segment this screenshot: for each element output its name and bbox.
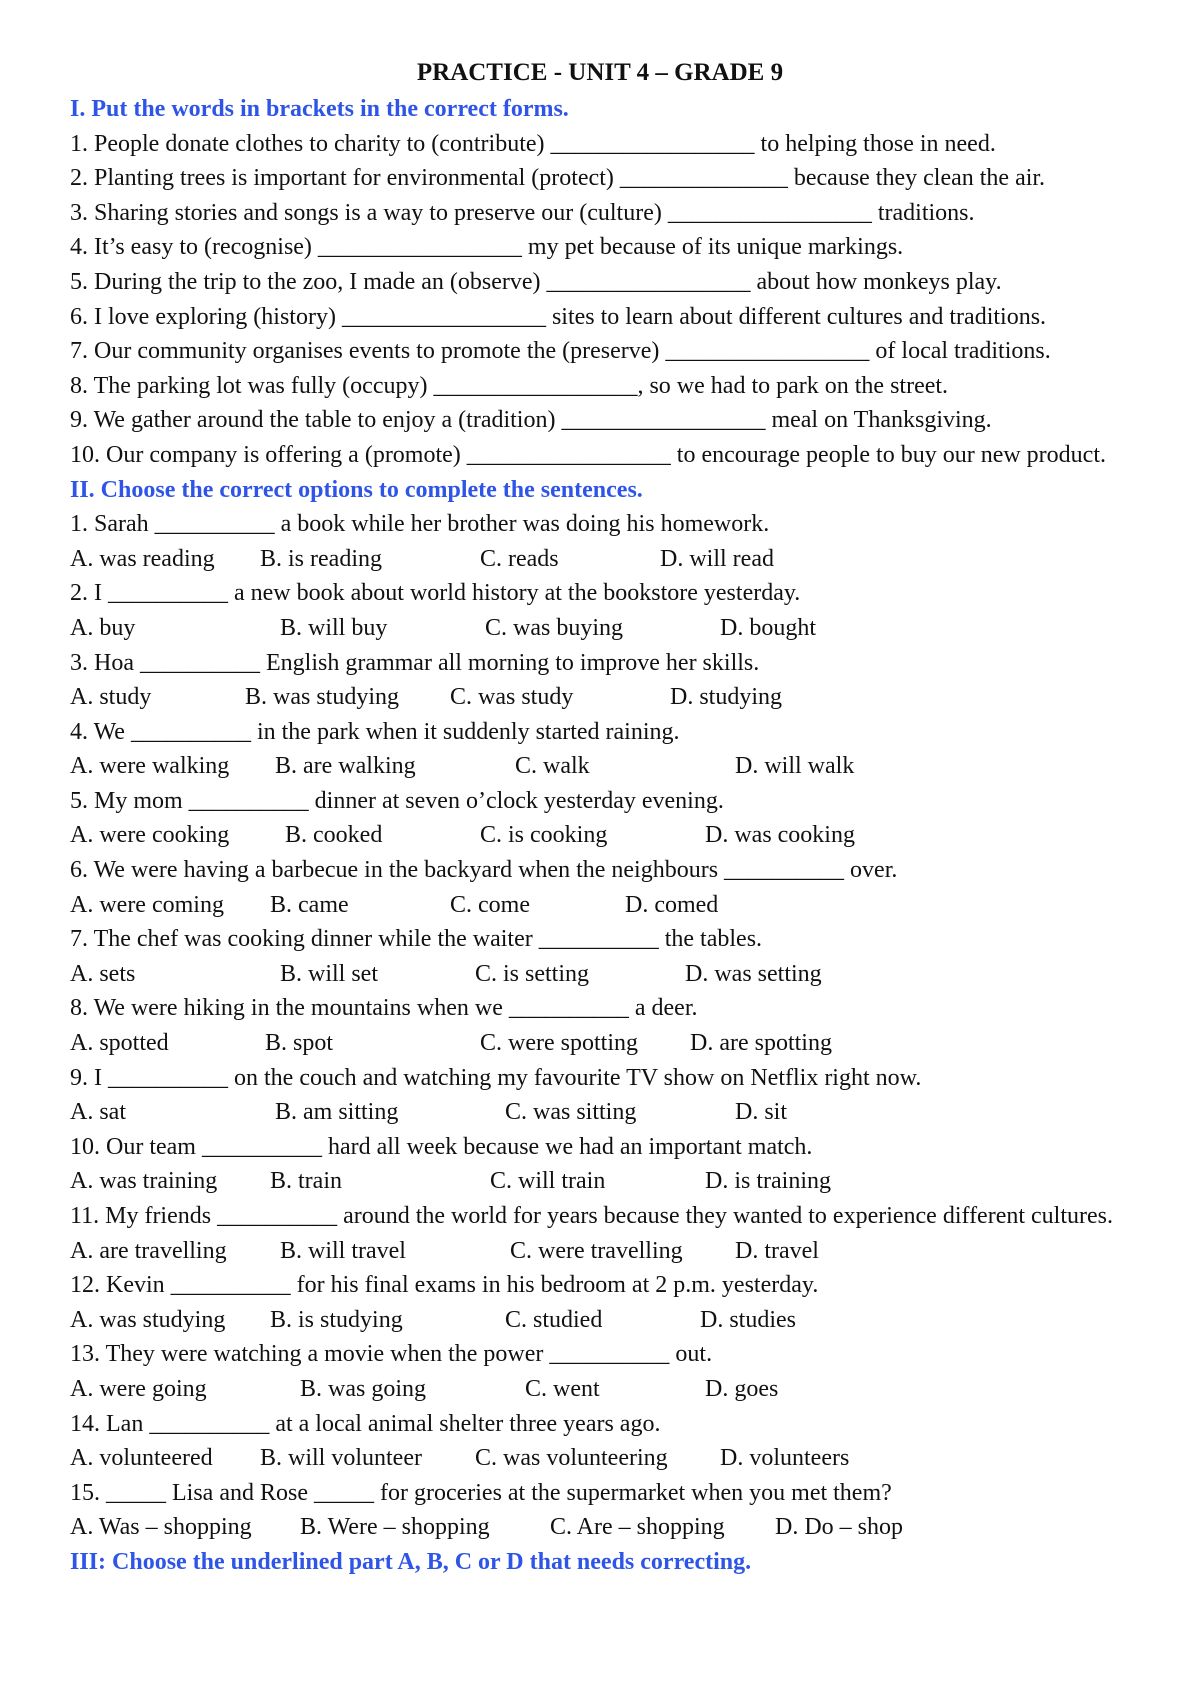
answer-option-d[interactable]: D. Do – shop [775,1514,904,1541]
answer-option-c[interactable]: C. come [450,891,530,918]
options-row [70,1372,1150,1407]
answer-option-a[interactable]: A. sets [70,960,136,987]
answer-option-a[interactable]: A. buy [70,614,136,641]
answer-option-b[interactable]: B. will travel [280,1237,406,1264]
answer-option-d[interactable]: D. was cooking [705,822,855,849]
answer-option-c[interactable]: C. was sitting [505,1099,637,1126]
answer-option-c[interactable]: C. were spotting [480,1030,638,1057]
section-1-item: 9. We gather around the table to enjoy a (tradition) _________________ meal on Thanksgiving. [70,407,992,434]
answer-option-a[interactable]: A. was training [70,1168,218,1195]
question-text: 9. I __________ on the couch and watching my favourite TV show on Netflix right now. [70,1064,922,1091]
section-1-item: 5. During the trip to the zoo, I made an (observe) _________________ about how monkeys play. [70,268,1002,295]
answer-option-b[interactable]: B. spot [265,1030,334,1057]
answer-option-c[interactable]: C. was study [450,684,574,711]
section-1-item: 1. People donate clothes to charity to (contribute) _________________ to helping those in need. [70,130,996,157]
answer-option-b[interactable]: B. Were – shopping [300,1514,490,1541]
answer-option-a[interactable]: A. study [70,684,152,711]
options-row [70,749,1150,784]
answer-option-b[interactable]: B. is reading [260,545,382,572]
answer-option-c[interactable]: C. studied [505,1306,603,1333]
section-1-heading: I. Put the words in brackets in the correct forms. [70,96,569,122]
answer-option-a[interactable]: A. volunteered [70,1445,213,1472]
options-row [70,1510,1150,1545]
section-2-heading: II. Choose the correct options to complete the sentences. [70,476,643,503]
answer-option-c[interactable]: C. Are – shopping [550,1514,725,1541]
answer-option-d[interactable]: D. studies [700,1306,796,1333]
answer-option-d[interactable]: D. studying [670,684,783,711]
section-1-item: 7. Our community organises events to promote the (preserve) _________________ of local traditions. [70,338,1051,365]
answer-option-c[interactable]: C. reads [480,545,559,572]
section-3-heading: III: Choose the underlined part A, B, C or D that needs correcting. [70,1548,752,1575]
question-text: 11. My friends __________ around the world for years because they wanted to experience different cultures. [70,1203,1113,1229]
answer-option-c[interactable]: C. were travelling [510,1237,683,1264]
question-text: 15. _____ Lisa and Rose _____ for groceries at the supermarket when you met them? [70,1479,892,1506]
answer-option-b[interactable]: B. came [270,891,349,918]
answer-option-a[interactable]: A. Was – shopping [70,1514,252,1541]
options-row [70,1441,1150,1476]
answer-option-a[interactable]: A. was studying [70,1306,226,1333]
answer-option-b[interactable]: B. am sitting [275,1099,399,1126]
answer-option-c[interactable]: C. is cooking [480,822,608,849]
question-text: 12. Kevin __________ for his final exams in his bedroom at 2 p.m. yesterday. [70,1272,819,1299]
section-1-item: 4. It’s easy to (recognise) _________________ my pet because of its unique markings. [70,234,904,261]
answer-option-b[interactable]: B. will volunteer [260,1445,422,1472]
answer-option-c[interactable]: C. is setting [475,960,590,987]
answer-option-b[interactable]: B. will buy [280,614,388,641]
answer-option-d[interactable]: D. comed [625,891,719,918]
answer-option-d[interactable]: D. will walk [735,753,855,780]
question-text: 4. We __________ in the park when it suddenly started raining. [70,718,680,745]
options-row [70,1164,1150,1199]
question-text: 14. Lan __________ at a local animal shelter three years ago. [70,1410,661,1437]
question-text: 10. Our team __________ hard all week because we had an important match. [70,1133,813,1160]
options-row [70,888,1150,923]
answer-option-b[interactable]: B. was studying [245,684,400,711]
options-row [70,957,1150,992]
section-1-item: 2. Planting trees is important for environmental (protect) ______________ because they clean the air. [70,165,1046,192]
options-row [70,611,1150,646]
answer-option-b[interactable]: B. cooked [285,822,383,849]
answer-option-c[interactable]: C. walk [515,753,590,780]
section-1-item: 3. Sharing stories and songs is a way to preserve our (culture) _________________ traditions. [70,199,975,226]
answer-option-c[interactable]: C. was buying [485,614,623,641]
options-row [70,542,1150,577]
worksheet-content [70,92,1150,1580]
question-text: 7. The chef was cooking dinner while the waiter __________ the tables. [70,926,763,953]
answer-option-d[interactable]: D. are spotting [690,1030,832,1057]
question-text: 3. Hoa __________ English grammar all morning to improve her skills. [70,649,760,676]
section-1-item: 8. The parking lot was fully (occupy) _________________, so we had to park on the street. [70,372,949,399]
answer-option-a[interactable]: A. spotted [70,1030,169,1057]
answer-option-b[interactable]: B. will set [280,960,379,987]
answer-option-c[interactable]: C. went [525,1375,600,1402]
answer-option-a[interactable]: A. were going [70,1375,207,1402]
answer-option-a[interactable]: A. were cooking [70,822,230,849]
options-row [70,818,1150,853]
answer-option-d[interactable]: D. will read [660,545,774,572]
answer-option-a[interactable]: A. are travelling [70,1237,227,1264]
answer-option-d[interactable]: D. bought [720,614,816,641]
section-1-item: 10. Our company is offering a (promote) _________________ to encourage people to buy our new product. [70,441,1106,468]
question-text: 6. We were having a barbecue in the backyard when the neighbours __________ over. [70,857,898,884]
options-row [70,1303,1150,1338]
question-text: 2. I __________ a new book about world history at the bookstore yesterday. [70,580,801,607]
answer-option-b[interactable]: B. is studying [270,1306,403,1333]
question-text: 1. Sarah __________ a book while her brother was doing his homework. [70,511,770,538]
answer-option-d[interactable]: D. travel [735,1237,819,1264]
answer-option-a[interactable]: A. was reading [70,545,215,572]
answer-option-a[interactable]: A. were walking [70,753,230,780]
answer-option-d[interactable]: D. volunteers [720,1445,850,1472]
answer-option-d[interactable]: D. goes [705,1375,779,1402]
answer-option-b[interactable]: B. train [270,1168,342,1195]
options-row [70,1234,1150,1269]
options-row [70,1026,1150,1061]
answer-option-a[interactable]: A. were coming [70,891,224,918]
answer-option-c[interactable]: C. will train [490,1168,606,1195]
answer-option-b[interactable]: B. was going [300,1375,426,1402]
answer-option-d[interactable]: D. was setting [685,960,822,987]
question-text: 8. We were hiking in the mountains when we __________ a deer. [70,995,698,1022]
options-row [70,680,1150,715]
answer-option-c[interactable]: C. was volunteering [475,1445,668,1472]
answer-option-a[interactable]: A. sat [70,1099,126,1126]
question-text: 13. They were watching a movie when the power __________ out. [70,1341,713,1368]
section-1-item: 6. I love exploring (history) _________________ sites to learn about different cultures and traditions. [70,303,1047,330]
question-text: 5. My mom __________ dinner at seven o’clock yesterday evening. [70,787,724,814]
answer-option-d[interactable]: D. is training [705,1168,831,1195]
answer-option-b[interactable]: B. are walking [275,753,416,780]
options-row [70,1095,1150,1130]
page-title: PRACTICE - UNIT 4 – GRADE 9 [416,59,784,86]
answer-option-d[interactable]: D. sit [735,1099,788,1126]
